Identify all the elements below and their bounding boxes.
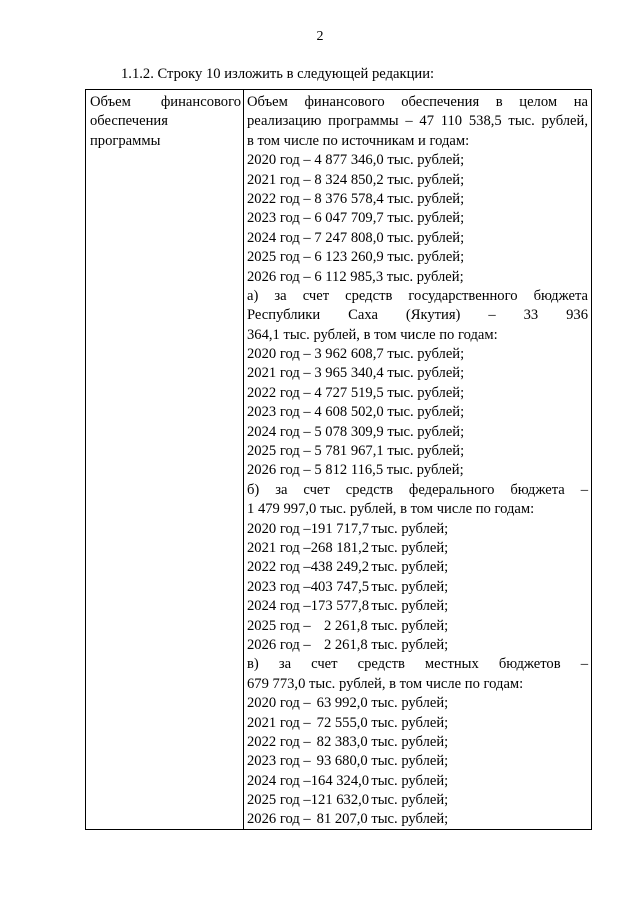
state-year-line: 2021 год – 3 965 340,4 тыс. рублей; [247,365,465,382]
year-label: 2023 год – [247,753,311,770]
state-budget-heading: 364,1 тыс. рублей, в том числе по годам: [247,326,498,343]
summary-line: Объем финансового обеспечения в целом на [247,94,588,110]
program-table [85,89,592,830]
local-year-line [247,752,588,771]
amount: 81 207,0 [316,811,368,828]
local-year-line [247,772,588,791]
amount: 93 680,0 [316,753,368,770]
year-label: 2020 год – [247,695,311,712]
year-label: 2022 год – [247,559,311,576]
federal-year-line [247,520,588,539]
local-heading: в) за счет средств местных бюджетов – [247,656,588,673]
amount: 82 383,0 [316,733,368,750]
local-year-line [247,810,588,829]
local-year-line [247,791,588,810]
total-year-line: 2025 год – 6 123 260,9 тыс. рублей; [247,249,465,266]
amount: 173 577,8 [310,598,370,615]
year-label: 2026 год – [247,811,311,828]
unit: тыс. рублей; [371,753,449,770]
unit: тыс. рублей; [371,636,449,653]
year-label: 2022 год – [247,733,311,750]
federal-heading: б) за счет средств федерального бюджета – [247,481,588,498]
state-budget-heading: а) за счет средств государственного бюджета [247,287,588,304]
state-year-line: 2026 год – 5 812 116,5 тыс. рублей; [247,462,464,479]
federal-heading: 1 479 997,0 тыс. рублей, в том числе по годам: [247,501,535,518]
unit: тыс. рублей; [371,578,449,595]
amount: 121 632,0 [310,792,370,809]
federal-year-line [247,539,588,558]
page-number: 2 [316,29,324,44]
federal-year-line [247,578,588,597]
column-divider [243,90,244,829]
state-year-line: 2020 год – 3 962 608,7 тыс. рублей; [247,346,465,363]
left-cell [90,93,241,151]
total-year-line: 2022 год – 8 376 578,4 тыс. рублей; [247,190,465,207]
year-label: 2025 год – [247,792,311,809]
state-year-line: 2024 год – 5 078 309,9 тыс. рублей; [247,423,465,440]
amount: 438 249,2 [310,559,370,576]
year-label: 2021 год – [247,714,311,731]
summary-line: реализацию программы – 47 110 538,5 тыс. рублей, [247,113,588,130]
unit: тыс. рублей; [371,695,449,712]
year-label: 2025 год – [247,617,311,634]
year-label: 2020 год – [247,520,311,537]
summary-line: в том числе по источникам и годам: [247,132,470,149]
unit: тыс. рублей; [371,714,449,731]
unit: тыс. рублей; [371,811,449,828]
year-label: 2021 год – [247,539,311,556]
federal-year-line [247,558,588,577]
federal-year-line [247,597,588,616]
unit: тыс. рублей; [371,598,449,615]
amount: 2 261,8 [323,617,368,634]
amount: 2 261,8 [323,636,368,653]
left-cell-line: Объем финансового [90,94,241,110]
year-label: 2024 год – [247,598,311,615]
unit: тыс. рублей; [371,733,449,750]
year-label: 2026 год – [247,636,311,653]
local-year-line [247,714,588,733]
total-year-line: 2026 год – 6 112 985,3 тыс. рублей; [247,268,464,285]
federal-year-line [247,636,588,655]
local-year-line [247,733,588,752]
local-year-line [247,694,588,713]
amount: 268 181,2 [310,539,370,556]
unit: тыс. рублей; [371,617,449,634]
unit: тыс. рублей; [371,539,449,556]
unit: тыс. рублей; [371,520,449,537]
total-year-line: 2024 год – 7 247 808,0 тыс. рублей; [247,229,465,246]
year-label: 2023 год – [247,578,311,595]
unit: тыс. рублей; [371,772,449,789]
state-year-line: 2025 год – 5 781 967,1 тыс. рублей; [247,443,465,460]
unit: тыс. рублей; [371,559,449,576]
total-year-line: 2023 год – 6 047 709,7 тыс. рублей; [247,210,465,227]
year-label: 2024 год – [247,772,311,789]
state-year-line: 2023 год – 4 608 502,0 тыс. рублей; [247,404,465,421]
amount: 63 992,0 [316,695,368,712]
amount: 403 747,5 [310,578,370,595]
total-year-line: 2020 год – 4 877 346,0 тыс. рублей; [247,152,465,169]
total-year-line: 2021 год – 8 324 850,2 тыс. рублей; [247,171,465,188]
state-budget-heading: Республики Саха (Якутия) – 33 936 [247,307,588,324]
federal-year-line [247,617,588,636]
amount: 191 717,7 [310,520,370,537]
amount: 164 324,0 [310,772,370,789]
state-year-line: 2022 год – 4 727 519,5 тыс. рублей; [247,384,465,401]
left-cell-line: программы [90,132,161,149]
unit: тыс. рублей; [371,792,449,809]
amount: 72 555,0 [316,714,368,731]
left-cell-line: обеспечения [90,113,168,130]
local-heading: 679 773,0 тыс. рублей, в том числе по годам: [247,675,524,692]
right-cell [247,93,588,830]
intro-paragraph: 1.1.2. Строку 10 изложить в следующей редакции: [121,66,435,82]
